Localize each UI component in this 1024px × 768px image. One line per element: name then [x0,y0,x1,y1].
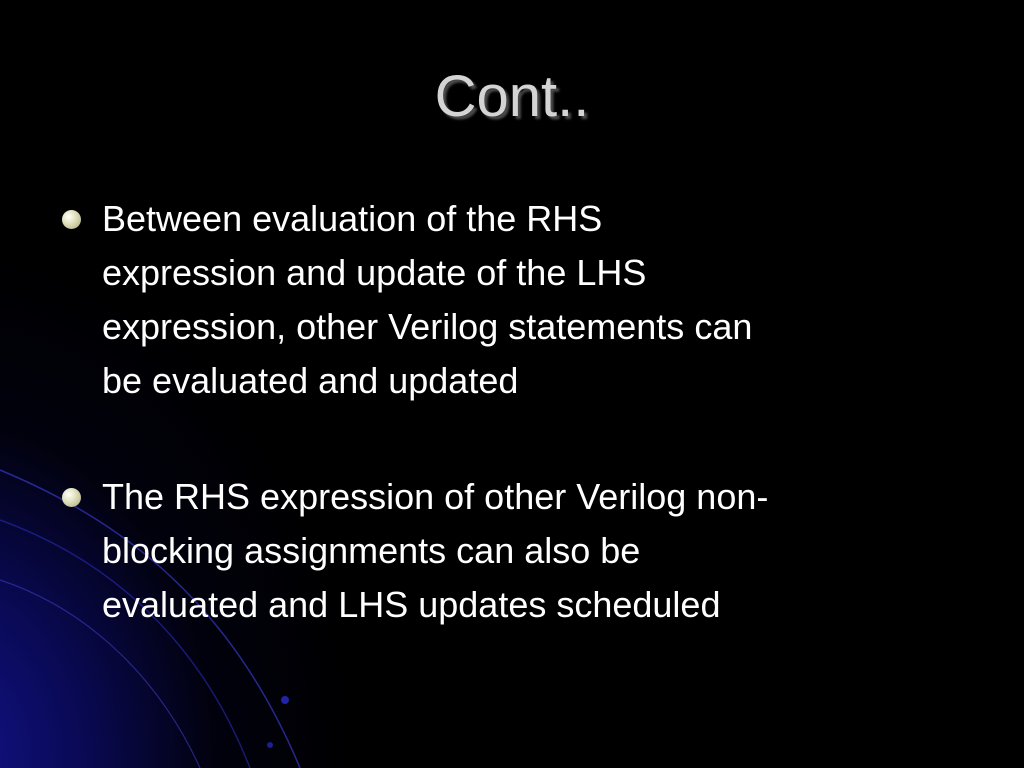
bullet-item [62,470,982,632]
bullet-line: The RHS expression of other Verilog non- [102,476,769,517]
bullet-line: Between evaluation of the RHS [102,198,603,239]
bullet-item [62,192,982,408]
bullet-list [62,192,982,632]
bullet-line: be evaluated and updated [102,360,519,401]
bullet-line: expression, other Verilog statements can [102,306,753,347]
swoosh-dot [281,696,289,704]
bullet-line: blocking assignments can also be [102,530,641,571]
bullet-icon [62,210,81,229]
swoosh-dot [267,742,273,748]
bullet-line: expression and update of the LHS [102,252,647,293]
bullet-line: evaluated and LHS updates scheduled [102,584,721,625]
bullet-icon [62,488,81,507]
slide-title: Cont.. [434,64,590,129]
